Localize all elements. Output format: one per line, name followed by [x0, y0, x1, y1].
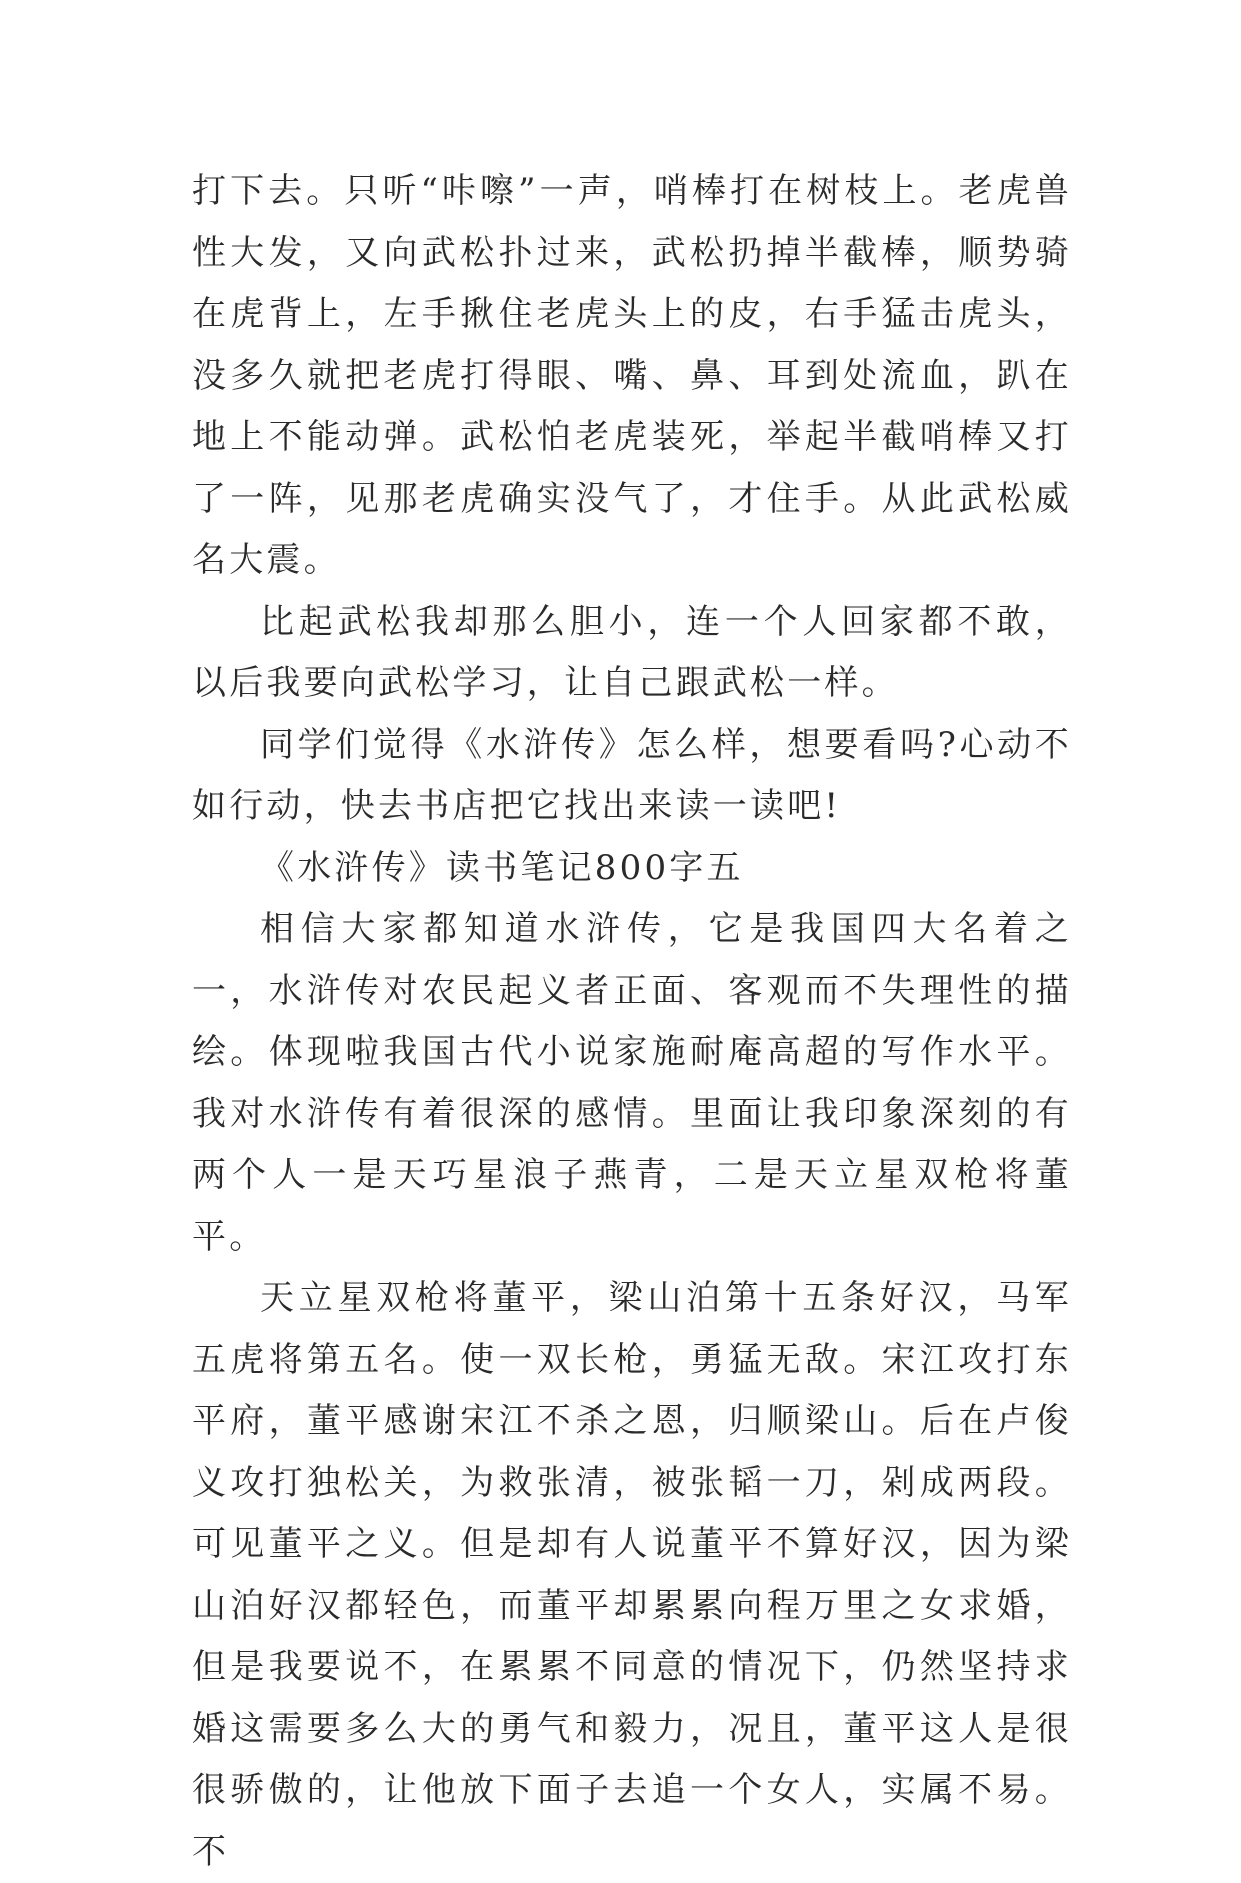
paragraph-dong-ping: 天立星双枪将董平，梁山泊第十五条好汉，马军五虎将第五名。使一双长枪，勇猛无敌。宋江攻打东平府，董平感谢宋江不杀之恩，归顺梁山。后在卢俊义攻打独松关，为救张清，被张韬一刀，剁成两段。可见董平之义。但是却有人说董平不算好汉，因为梁山泊好汉都轻色，而董平却累累向程万里之女求婚，但是我要说不，在累累不同意的情况下，仍然坚持求婚这需要多么大的勇气和毅力，况且，董平这人是很很骄傲的，让他放下面子去追一个女人，实属不易。不 [192, 1278, 1072, 1872]
paragraph-recommend-reading: 同学们觉得《水浒传》怎么样，想要看吗?心动不如行动，快去书店把它找出来读一读吧! [192, 724, 1072, 826]
paragraph-learn-from-wusong: 比起武松我却那么胆小，连一个人回家都不敢，以后我要向武松学习，让自己跟武松一样。 [192, 601, 1072, 703]
body-text [192, 161, 1072, 1883]
paragraph-intro-water-margin: 相信大家都知道水浒传，它是我国四大名着之一，水浒传对农民起义者正面、客观而不失理性的描绘。体现啦我国古代小说家施耐庵高超的写作水平。我对水浒传有着很深的感情。里面让我印象深刻的有两个人一是天巧星浪子燕青，二是天立星双枪将董平。 [192, 909, 1072, 1257]
section-heading: 《水浒传》读书笔记800字五 [260, 847, 744, 888]
paragraph-tiger-fight: 打下去。只听“咔嚓”一声，哨棒打在树枝上。老虎兽性大发，又向武松扑过来，武松扔掉半截棒，顺势骑在虎背上，左手揪住老虎头上的皮，右手猛击虎头，没多久就把老虎打得眼、嘴、鼻、耳到处流血，趴在地上不能动弹。武松怕老虎装死，举起半截哨棒又打了一阵，见那老虎确实没气了，才住手。从此武松威名大震。 [192, 171, 1072, 580]
